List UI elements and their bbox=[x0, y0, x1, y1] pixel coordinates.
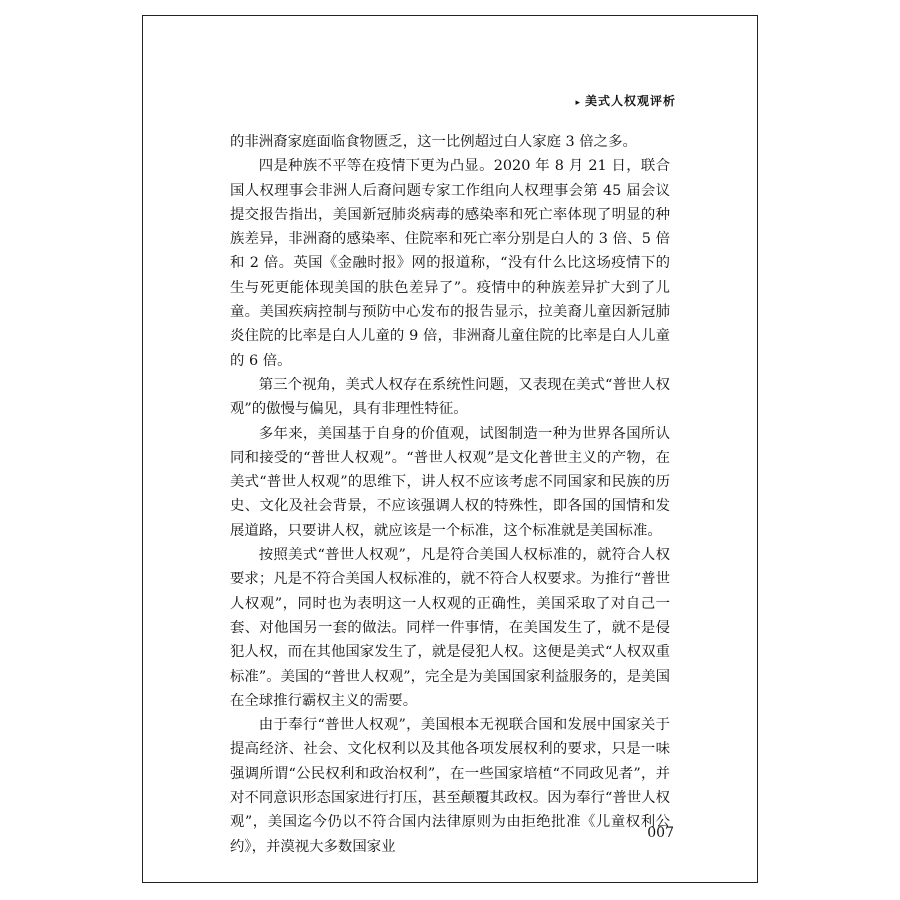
paragraph: 四是种族不平等在疫情下更为凸显。2020 年 8 月 21 日，联合国人权理事会非洲人后裔问题专家工作组向人权理事会第 45 届会议提交报告指出，美国新冠肺炎病毒的感染率和死亡率体现了明显的种族差异，非洲裔的感染率、住院率和死亡率分别是白人的 3 倍、5 倍和 2 倍。英国《金融时报》网的报道称，“没有什么比这场疫情下的生与死更能体现美国的肤色差异了”。疫情中的种族差异扩大到了儿童。美国疾病控制与预防中心发布的报告显示，拉美裔儿童因新冠肺炎住院的比率是白人儿童的 9 倍，非洲裔儿童住院的比率是白人儿童的 6 倍。 bbox=[230, 158, 670, 369]
triangle-marker-icon: ▸ bbox=[575, 98, 581, 108]
page-number: 007 bbox=[647, 825, 674, 841]
paragraph: 第三个视角，美式人权存在系统性问题，又表现在美式“普世人权观”的傲慢与偏见，具有非理性特征。 bbox=[230, 376, 670, 418]
paragraph-continued: 的非洲裔家庭面临食物匮乏，这一比例超过白人家庭 3 倍之多。 bbox=[230, 134, 637, 150]
paragraph: 多年来，美国基于自身的价值观，试图制造一种为世界各国所认同和接受的“普世人权观”。“普世人权观”是文化普世主义的产物，在美式“普世人权观”的思维下，讲人权不应该考虑不同国家和民族的历史、文化及社会背景，不应该强调人权的特殊性，即各国的国情和发展道路，只要讲人权，就应该是一个标准，这个标准就是美国标准。 bbox=[230, 425, 670, 539]
paragraph: 按照美式“普世人权观”，凡是符合美国人权标准的，就符合人权要求；凡是不符合美国人权标准的，就不符合人权要求。为推行“普世人权观”，同时也为表明这一人权观的正确性，美国采取了对自己一套、对他国另一套的做法。同样一件事情，在美国发生了，就不是侵犯人权，而在其他国家发生了，就是侵犯人权。这便是美式“人权双重标准”。美国的“普世人权观”，完全是为美国国家利益服务的，是美国在全球推行霸权主义的需要。 bbox=[230, 547, 670, 709]
running-header bbox=[575, 92, 676, 109]
body-text bbox=[230, 130, 670, 859]
running-header-title: 美式人权观评析 bbox=[584, 94, 676, 108]
paragraph: 由于奉行“普世人权观”，美国根本无视联合国和发展中国家关于提高经济、社会、文化权利以及其他各项发展权利的要求，只是一味强调所谓“公民权利和政治权利”，在一些国家培植“不同政见者”，并对不同意识形态国家进行打压，甚至颠覆其政权。因为奉行“普世人权观”，美国迄今仍以不符合国内法律原则为由拒绝批准《儿童权利公约》，并漠视大多数国家业 bbox=[230, 717, 670, 855]
